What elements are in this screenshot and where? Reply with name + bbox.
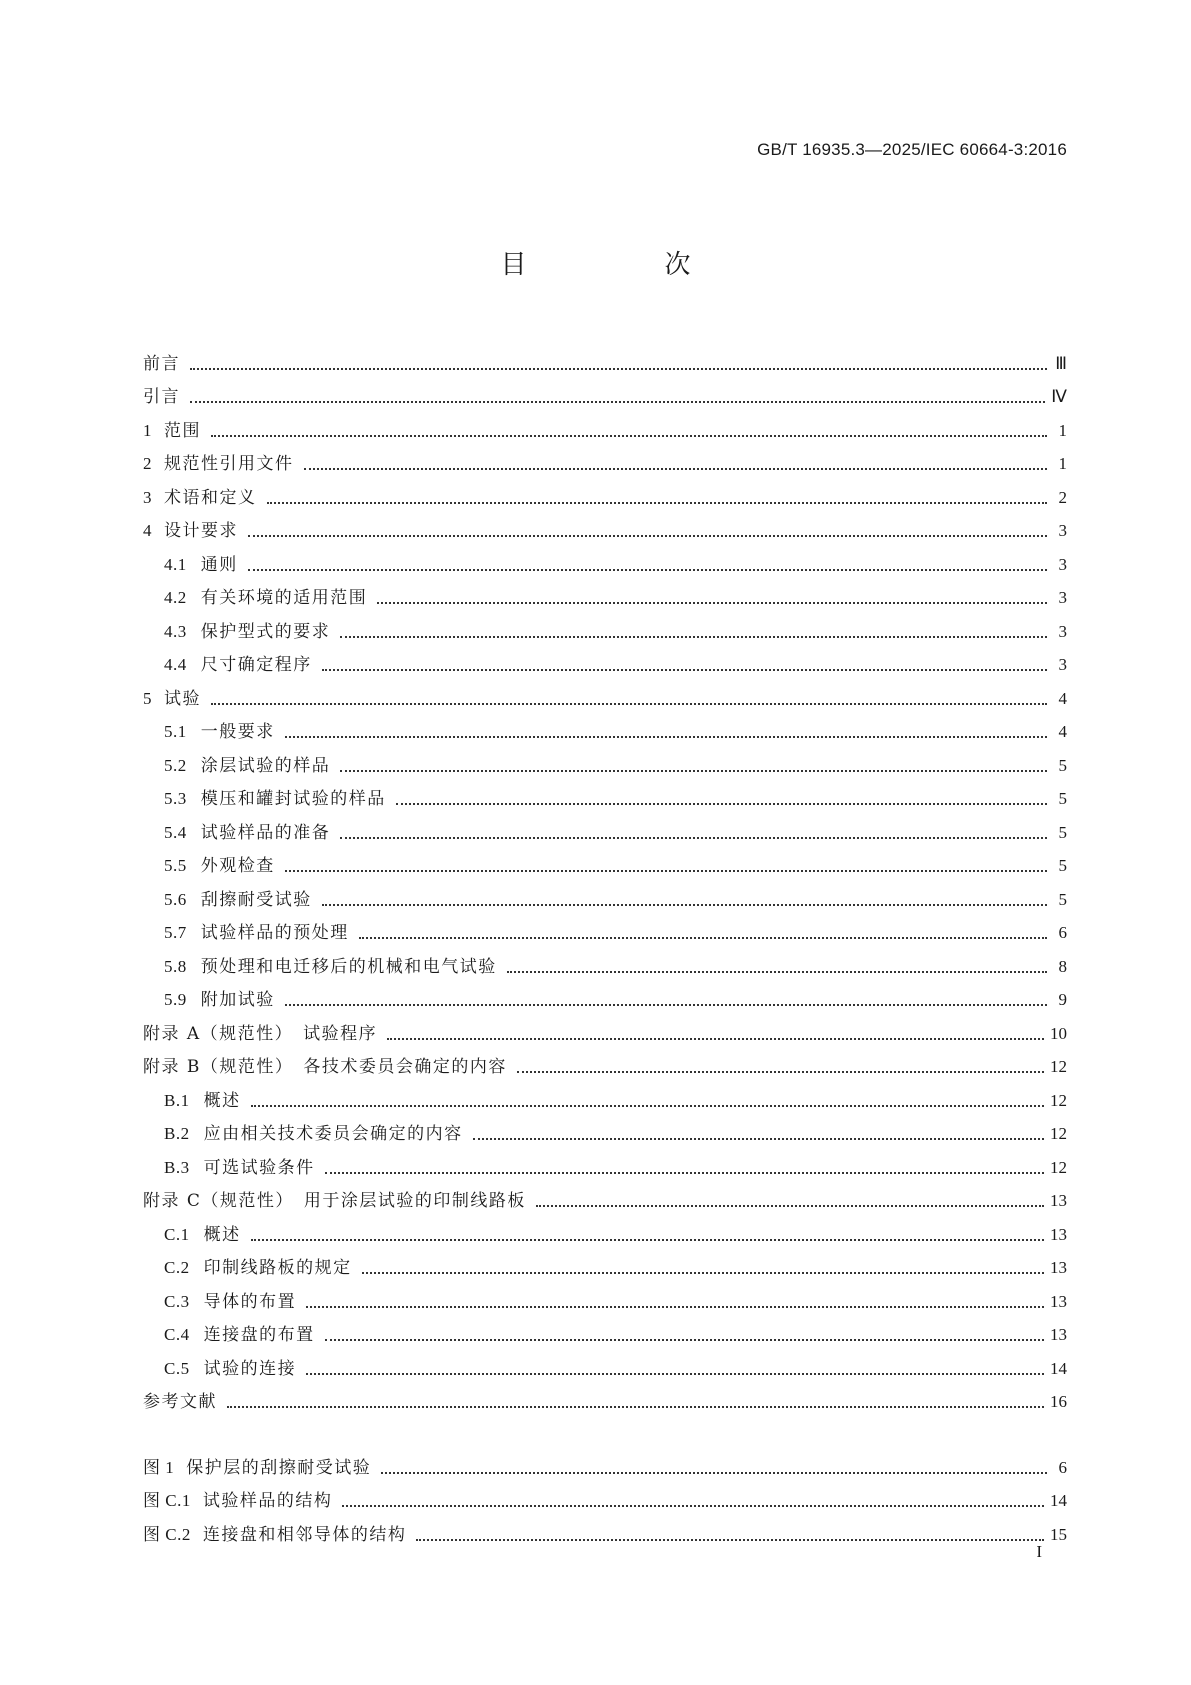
- toc-entry-number: 3: [143, 487, 152, 507]
- toc-entry[interactable]: [143, 376, 1067, 410]
- toc-entry-number: C.3: [164, 1291, 190, 1311]
- toc-entry-title: 应由相关技术委员会确定的内容: [203, 1124, 463, 1144]
- toc-entry-label: [164, 988, 275, 1012]
- toc-entry-number: C.5: [164, 1358, 190, 1378]
- toc-entry[interactable]: [143, 1314, 1067, 1348]
- toc-entry-title: 保护层的刮擦耐受试验: [186, 1457, 372, 1478]
- toc-entry[interactable]: [143, 1347, 1067, 1381]
- toc-entry-page: 15: [1050, 1524, 1067, 1544]
- toc-entry-title: 引言: [143, 387, 180, 407]
- toc-entry-label: [164, 854, 275, 878]
- toc-entry-label: [143, 1456, 371, 1480]
- figure-entry[interactable]: [143, 1513, 1067, 1547]
- toc-entry-number: 5.5: [164, 856, 187, 875]
- toc-entry[interactable]: [143, 1280, 1067, 1314]
- toc-entry-number: 图 C.2: [143, 1524, 191, 1544]
- toc-entry-title: 涂层试验的样品: [200, 755, 331, 776]
- toc-entry[interactable]: [143, 543, 1067, 577]
- toc-entry-page: 13: [1050, 1224, 1067, 1244]
- toc-entry-title: 刮擦耐受试验: [200, 889, 312, 910]
- toc-entry-label: [164, 1357, 296, 1381]
- toc-entry-page: 1: [1058, 454, 1067, 473]
- toc-entry-number: 2: [143, 454, 152, 473]
- toc-entry-number: 5.2: [164, 755, 187, 775]
- toc-entry-page: 3: [1058, 521, 1067, 540]
- toc-entry-number: B.1: [164, 1090, 190, 1110]
- toc-entry-label: [143, 385, 180, 409]
- toc-entry-label: [164, 955, 497, 979]
- dot-leader: [387, 1038, 1044, 1040]
- dot-leader: [304, 468, 1048, 470]
- toc-entry[interactable]: [143, 711, 1067, 745]
- toc-entry-page: Ⅳ: [1051, 387, 1067, 406]
- dot-leader: [190, 401, 1045, 403]
- dot-leader: [507, 971, 1047, 973]
- toc-entry-number: 5.7: [164, 923, 187, 942]
- toc-entry-number: 4: [143, 521, 152, 540]
- toc-entry-label: [143, 1022, 377, 1046]
- toc-entry-page: 6: [1058, 1457, 1067, 1477]
- dot-leader: [306, 1373, 1044, 1375]
- toc-entry-title: 试验的连接: [203, 1358, 297, 1379]
- toc-entry-page: 13: [1050, 1191, 1067, 1210]
- toc-entry-page: 3: [1058, 655, 1067, 674]
- toc-entry-title: 范围: [164, 420, 201, 441]
- figure-entry[interactable]: [143, 1446, 1067, 1480]
- toc-entry-page: 5: [1058, 755, 1067, 775]
- toc-entry[interactable]: [143, 510, 1067, 544]
- toc-entry-page: 5: [1058, 822, 1067, 842]
- page-number: I: [1036, 1542, 1042, 1561]
- dot-leader: [285, 1004, 1047, 1006]
- dot-leader: [396, 803, 1047, 805]
- toc-entry-label: [143, 352, 180, 376]
- toc-entry-label: [164, 1223, 241, 1247]
- toc-entry-page: 4: [1058, 722, 1067, 741]
- toc-entry[interactable]: [143, 476, 1067, 510]
- toc-entry[interactable]: [143, 912, 1067, 946]
- dot-leader: [306, 1306, 1044, 1308]
- toc-entry-label: [164, 1089, 241, 1113]
- toc-entry-page: 5: [1058, 856, 1067, 875]
- toc-entry-page: 10: [1050, 1023, 1067, 1043]
- toc-entry-page: 13: [1050, 1325, 1067, 1344]
- toc-entry[interactable]: [143, 778, 1067, 812]
- toc-entry-page: 13: [1050, 1258, 1067, 1277]
- toc-entry-label: [164, 1156, 315, 1180]
- dot-leader: [251, 1239, 1044, 1241]
- toc-entry-page: 5: [1058, 789, 1067, 808]
- dot-leader: [377, 602, 1047, 604]
- toc-entry[interactable]: [143, 409, 1067, 443]
- toc-entry-title: 印制线路板的规定: [203, 1258, 352, 1278]
- dot-leader: [285, 736, 1047, 738]
- toc-entry-page: 5: [1058, 889, 1067, 909]
- toc-entry-page: 12: [1050, 1057, 1067, 1076]
- toc-entry-number: 5: [143, 688, 152, 708]
- toc-entry-label: [164, 888, 312, 912]
- toc-entry-title: 连接盘和相邻导体的结构: [202, 1524, 407, 1545]
- toc-entry-title: 试验: [164, 688, 201, 709]
- toc-entry-title: 试验样品的预处理: [200, 923, 349, 943]
- toc-entry-title: 概述: [203, 1224, 241, 1245]
- toc-entry-page: 16: [1050, 1392, 1067, 1411]
- dot-leader: [267, 502, 1048, 504]
- toc-entry-number: 5.8: [164, 956, 187, 976]
- dot-leader: [517, 1071, 1044, 1073]
- toc-entry-page: 1: [1058, 420, 1067, 440]
- toc-entry-label: [143, 419, 201, 443]
- toc-entry-label: [164, 720, 275, 744]
- toc-entry-label: [164, 620, 330, 644]
- dot-leader: [322, 669, 1047, 671]
- toc-entry-page: 13: [1050, 1291, 1067, 1311]
- toc-entry-label: [143, 1523, 406, 1547]
- toc-entry[interactable]: [143, 744, 1067, 778]
- dot-leader: [340, 770, 1047, 772]
- toc-entry-number: 4.3: [164, 621, 187, 641]
- toc-entry[interactable]: [143, 644, 1067, 678]
- toc-entry-page: 3: [1058, 621, 1067, 641]
- standard-code-header: GB/T 16935.3—2025/IEC 60664-3:2016: [757, 140, 1067, 159]
- dot-leader: [362, 1272, 1044, 1274]
- list-of-figures: [143, 1446, 1067, 1547]
- toc-entry-label: [164, 1290, 296, 1314]
- dot-leader: [325, 1339, 1044, 1341]
- dot-leader: [248, 535, 1047, 537]
- dot-leader: [322, 904, 1047, 906]
- toc-entry-title: 概述: [203, 1090, 241, 1111]
- toc-entry-title: 术语和定义: [164, 487, 257, 508]
- toc-entry[interactable]: [143, 577, 1067, 611]
- toc-entry-title: 连接盘的布置: [203, 1325, 315, 1345]
- toc-entry-number: 5.4: [164, 822, 187, 842]
- toc-entry-page: 12: [1050, 1090, 1067, 1110]
- dot-leader: [536, 1205, 1044, 1207]
- toc-entry-page: 12: [1050, 1124, 1067, 1143]
- toc-entry-number: C.4: [164, 1325, 190, 1344]
- dot-leader: [359, 937, 1047, 939]
- toc-entry-label: [164, 921, 349, 945]
- dot-leader: [325, 1172, 1044, 1174]
- toc-entry-title: 前言: [143, 353, 180, 374]
- toc-entry-number: 5.3: [164, 789, 187, 808]
- toc-entry-number: 5.9: [164, 990, 187, 1009]
- toc-entry-number: 4.2: [164, 588, 187, 607]
- toc-entry-number: 图 1: [143, 1457, 175, 1477]
- toc-entry-page: 14: [1050, 1491, 1067, 1510]
- toc-entry-page: 12: [1050, 1157, 1067, 1177]
- dot-leader: [227, 1406, 1044, 1408]
- toc-entry[interactable]: [143, 845, 1067, 879]
- toc-entry[interactable]: [143, 1113, 1067, 1147]
- toc-entry-title: 外观检查: [200, 856, 275, 876]
- toc-entry-number: 5.1: [164, 722, 187, 741]
- toc-entry-title: 试验样品的结构: [202, 1491, 333, 1511]
- toc-entry-label: [143, 452, 294, 476]
- toc-entry[interactable]: [143, 1046, 1067, 1080]
- toc-entry-title: 保护型式的要求: [200, 621, 331, 642]
- toc-entry-label: [164, 787, 386, 811]
- toc-entry-page: 14: [1050, 1358, 1067, 1378]
- toc-entry-number: C.1: [164, 1224, 190, 1244]
- table-of-contents: [143, 342, 1067, 1414]
- toc-entry-label: [143, 1055, 507, 1079]
- toc-entry-title: 模压和罐封试验的样品: [200, 789, 386, 809]
- dot-leader: [340, 636, 1047, 638]
- toc-entry-label: [164, 586, 367, 610]
- toc-entry-page: 3: [1058, 588, 1067, 607]
- toc-entry[interactable]: [143, 443, 1067, 477]
- toc-entry-title: 通则: [200, 554, 238, 575]
- toc-entry-title: 附录 C（规范性） 用于涂层试验的印制线路板: [143, 1191, 526, 1211]
- toc-entry[interactable]: [143, 1146, 1067, 1180]
- toc-entry[interactable]: [143, 945, 1067, 979]
- toc-entry-number: B.3: [164, 1157, 190, 1177]
- dot-leader: [190, 368, 1047, 370]
- toc-entry-page: 3: [1058, 554, 1067, 574]
- toc-entry-label: [164, 821, 330, 845]
- toc-entry-page: Ⅲ: [1055, 353, 1067, 373]
- toc-entry-label: [164, 553, 238, 577]
- toc-entry[interactable]: [143, 610, 1067, 644]
- toc-entry-title: 预处理和电迁移后的机械和电气试验: [200, 956, 497, 977]
- toc-entry[interactable]: [143, 878, 1067, 912]
- dot-leader: [381, 1472, 1047, 1474]
- toc-entry[interactable]: [143, 1247, 1067, 1281]
- toc-entry-title: 一般要求: [200, 722, 275, 742]
- toc-entry-label: [164, 1256, 352, 1280]
- toc-entry-page: 6: [1058, 923, 1067, 942]
- toc-entry-label: [164, 653, 312, 677]
- toc-entry-title: 附录 B（规范性） 各技术委员会确定的内容: [143, 1057, 507, 1077]
- toc-entry[interactable]: [143, 1381, 1067, 1415]
- dot-leader: [473, 1138, 1044, 1140]
- toc-entry-title: 参考文献: [143, 1392, 217, 1412]
- toc-entry-number: 图 C.1: [143, 1491, 191, 1510]
- figure-entry[interactable]: [143, 1480, 1067, 1514]
- toc-entry-page: 4: [1058, 688, 1067, 708]
- toc-entry-label: [143, 1390, 217, 1414]
- dot-leader: [211, 435, 1047, 437]
- toc-entry[interactable]: [143, 979, 1067, 1013]
- toc-entry[interactable]: [143, 1079, 1067, 1113]
- toc-entry-number: 1: [143, 420, 152, 440]
- toc-entry-label: [164, 1122, 463, 1146]
- dot-leader: [248, 569, 1047, 571]
- toc-entry-label: [143, 1189, 526, 1213]
- toc-entry-number: B.2: [164, 1124, 190, 1143]
- toc-entry-label: [143, 1489, 332, 1513]
- toc-entry[interactable]: [143, 1012, 1067, 1046]
- dot-leader: [285, 870, 1047, 872]
- toc-entry-title: 附加试验: [200, 990, 275, 1010]
- toc-entry-number: 5.6: [164, 889, 187, 909]
- dot-leader: [211, 703, 1047, 705]
- toc-entry[interactable]: [143, 1180, 1067, 1214]
- toc-entry-label: [143, 519, 238, 543]
- dot-leader: [342, 1505, 1044, 1507]
- toc-entry-title: 试验样品的准备: [200, 822, 331, 843]
- toc-entry-page: 2: [1058, 487, 1067, 507]
- toc-entry-page: 9: [1058, 990, 1067, 1009]
- toc-entry-title: 规范性引用文件: [164, 454, 294, 474]
- toc-entry[interactable]: [143, 342, 1067, 376]
- toc-entry-number: 4.4: [164, 655, 187, 674]
- toc-entry-number: C.2: [164, 1258, 190, 1277]
- toc-entry-title: 有关环境的适用范围: [200, 588, 368, 608]
- toc-entry-title: 导体的布置: [203, 1291, 297, 1312]
- toc-entry-title: 可选试验条件: [203, 1157, 315, 1178]
- toc-entry-label: [164, 754, 330, 778]
- dot-leader: [251, 1105, 1044, 1107]
- toc-entry-page: 8: [1058, 956, 1067, 976]
- dot-leader: [416, 1539, 1044, 1541]
- toc-entry-title: 尺寸确定程序: [200, 655, 312, 675]
- toc-entry-number: 4.1: [164, 554, 187, 574]
- toc-entry[interactable]: [143, 1213, 1067, 1247]
- toc-entry[interactable]: [143, 677, 1067, 711]
- dot-leader: [340, 837, 1047, 839]
- toc-entry-title: 设计要求: [164, 521, 238, 541]
- toc-entry[interactable]: [143, 811, 1067, 845]
- toc-entry-label: [164, 1323, 315, 1347]
- toc-entry-label: [143, 687, 201, 711]
- page-title: 目 次: [500, 250, 747, 280]
- toc-entry-title: 附录 A（规范性） 试验程序: [143, 1023, 378, 1044]
- toc-entry-label: [143, 486, 257, 510]
